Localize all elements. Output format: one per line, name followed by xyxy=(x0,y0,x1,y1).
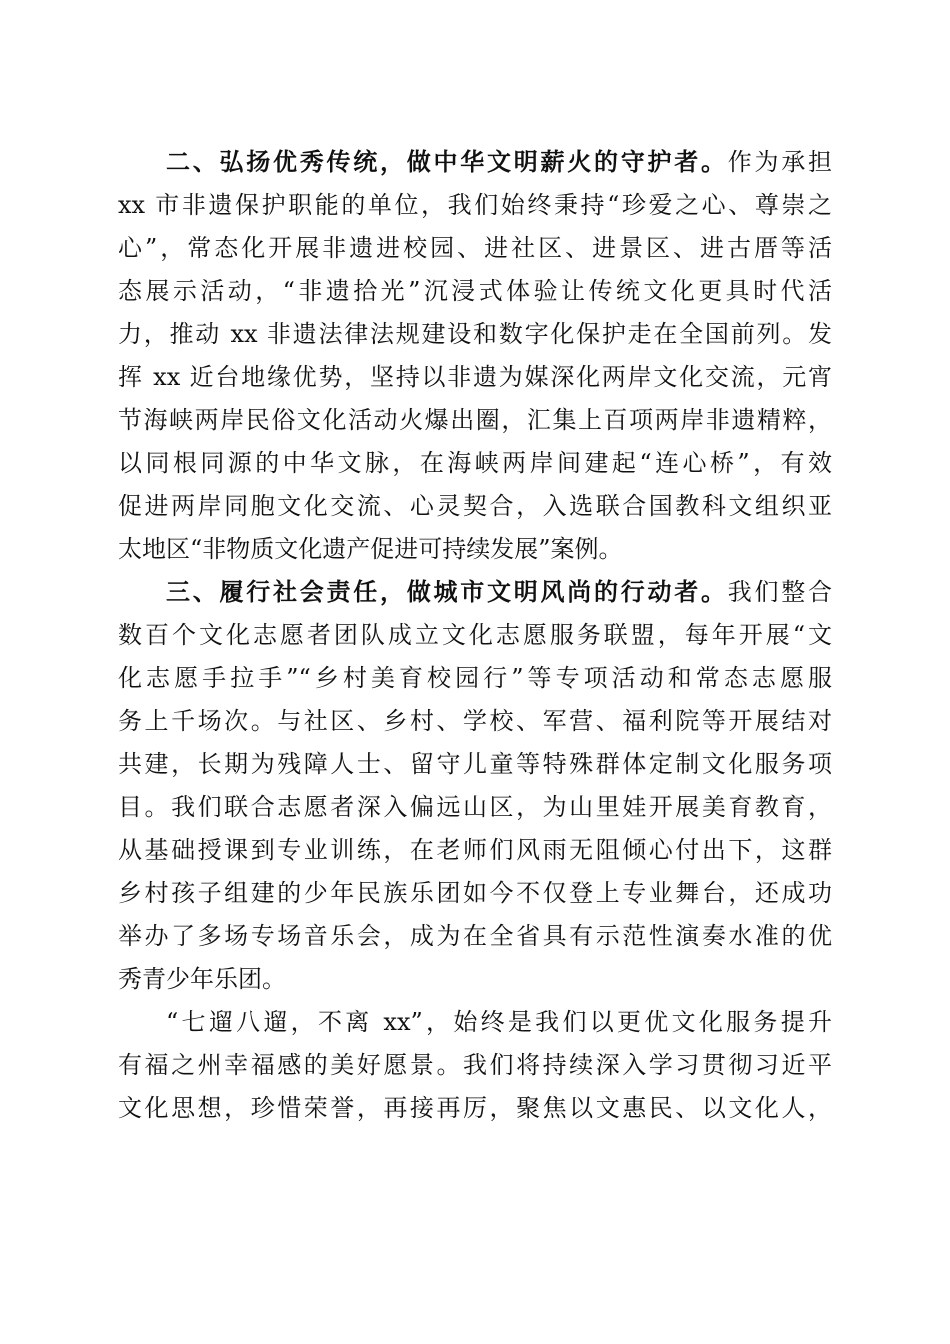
paragraph-line xyxy=(118,141,832,184)
paragraph-line: 太地区“非物质文化遗产促进可持续发展”案例。 xyxy=(118,535,623,563)
document-body xyxy=(118,141,832,1130)
paragraph-line xyxy=(118,571,832,614)
line-text: 作为承担 xyxy=(727,148,832,176)
paragraph-line: 有福之州幸福感的美好愿景。我们将持续深入学习贯彻习近平 xyxy=(118,1051,832,1079)
section-heading: 三、履行社会责任，做城市文明风尚的行动者。 xyxy=(166,578,728,606)
paragraph-vision xyxy=(118,1001,832,1130)
paragraph-social-responsibility xyxy=(118,571,832,1001)
paragraph-line: “七遛八遛，不离 xx”，始终是我们以更优文化服务提升 xyxy=(166,1008,832,1036)
paragraph-line: 化志愿手拉手”“乡村美育校园行”等专项活动和常态志愿服 xyxy=(118,664,832,692)
paragraph-line: 挥 xx 近台地缘优势，坚持以非遗为媒深化两岸文化交流，元宵 xyxy=(118,363,832,391)
paragraph-line: 数百个文化志愿者团队成立文化志愿服务联盟，每年开展“文 xyxy=(118,621,832,649)
paragraph-line: 举办了多场专场音乐会，成为在全省具有示范性演奏水准的优 xyxy=(118,922,832,950)
line-text: 我们整合 xyxy=(727,578,832,606)
paragraph-line: 态展示活动，“非遗拾光”沉浸式体验让传统文化更具时代活 xyxy=(118,277,832,305)
paragraph-line: 文化思想，珍惜荣誉，再接再厉，聚焦以文惠民、以文化人， xyxy=(118,1094,832,1122)
paragraph-line: 以同根同源的中华文脉，在海峡两岸间建起“连心桥”，有效 xyxy=(118,449,832,477)
section-heading: 二、弘扬优秀传统，做中华文明薪火的守护者。 xyxy=(166,148,728,176)
paragraph-line: 秀青少年乐团。 xyxy=(118,965,286,993)
paragraph-line: 促进两岸同胞文化交流、心灵契合，入选联合国教科文组织亚 xyxy=(118,492,832,520)
paragraph-line: 目。我们联合志愿者深入偏远山区，为山里娃开展美育教育， xyxy=(118,793,832,821)
paragraph-line: xx 市非遗保护职能的单位，我们始终秉持“珍爱之心、尊崇之 xyxy=(118,191,832,219)
paragraph-line: 力，推动 xx 非遗法律法规建设和数字化保护走在全国前列。发 xyxy=(118,320,832,348)
paragraph-line: 共建，长期为残障人士、留守儿童等特殊群体定制文化服务项 xyxy=(118,750,832,778)
paragraph-line: 乡村孩子组建的少年民族乐团如今不仅登上专业舞台，还成功 xyxy=(118,879,832,907)
paragraph-heritage xyxy=(118,141,832,571)
paragraph-line: 节海峡两岸民俗文化活动火爆出圈，汇集上百项两岸非遗精粹， xyxy=(118,406,832,434)
paragraph-line: 从基础授课到专业训练，在老师们风雨无阻倾心付出下，这群 xyxy=(118,836,832,864)
paragraph-line: 务上千场次。与社区、乡村、学校、军营、福利院等开展结对 xyxy=(118,707,832,735)
paragraph-line: 心”，常态化开展非遗进校园、进社区、进景区、进古厝等活 xyxy=(118,234,832,262)
